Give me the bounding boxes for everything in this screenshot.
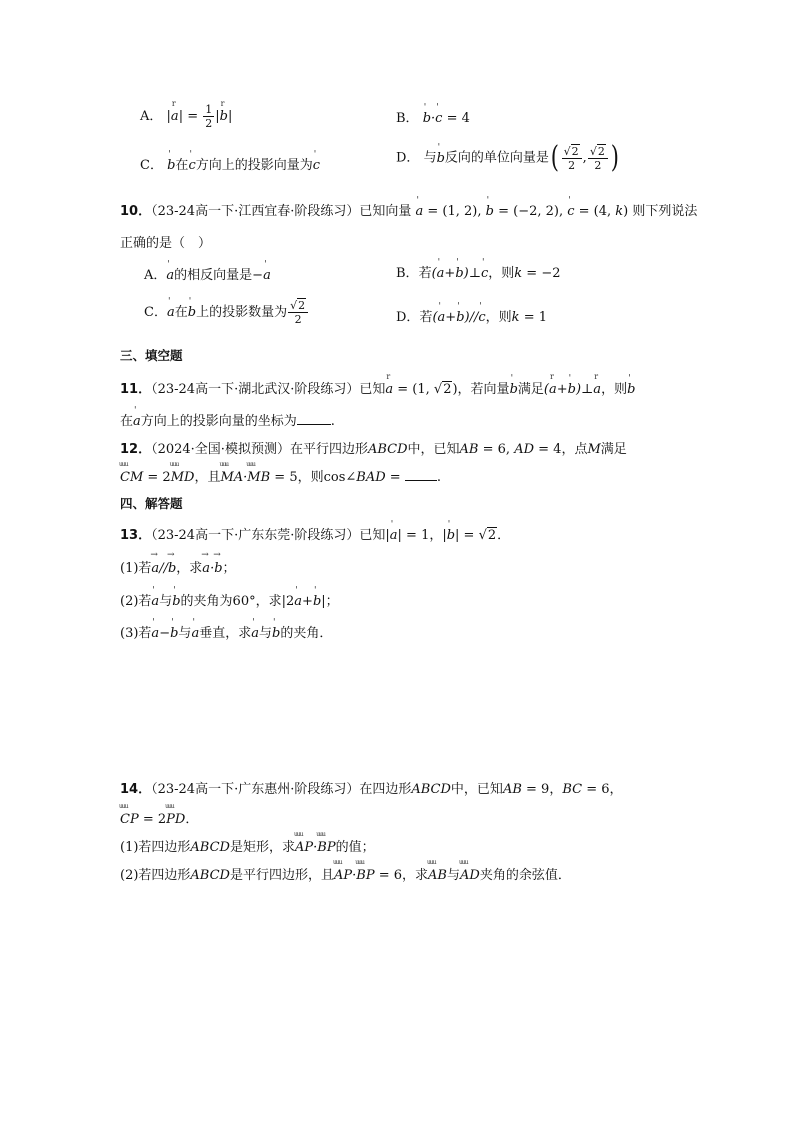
q13-part1: (1)若→ a//→ b，求→ a·→ b；	[120, 557, 236, 576]
q13-part2: (2)若' a与' b的夹角为60°，求|2' a+' b|；	[120, 590, 339, 609]
q13-part3: (3)若' a−' b与' a垂直，求' a与' b的夹角．	[120, 622, 332, 641]
q12-stem-cont: uuu CM = 2uuu MD，且uuu MA·uuu MB = 5，则cos∠BAD = .	[120, 466, 441, 485]
option-label: D．	[396, 150, 420, 166]
q10-stem: 10．（23-24高一下·江西宜春·阶段练习）已知向量 ' a = (1, 2), ' b = (−2, 2), ' c = (4, k) 则下列说法	[120, 200, 697, 219]
q10-option-a: A．' a的相反向量是−' a	[144, 264, 271, 283]
q14-part2: (2)若四边形ABCD是平行四边形，且uuu AP·uuu BP = 6，求uuu AB与uuu AD夹角的余弦值．	[120, 864, 571, 883]
q14-stem-cont: uuu CP = 2uuu PD．	[120, 808, 198, 827]
option-label: C．	[140, 158, 163, 173]
section-heading-fill-in: 三、填空题	[120, 348, 183, 363]
q9-option-a: A． |r a| = $\frac{1}{2}$ |r b|	[140, 104, 232, 129]
q10-option-b: B．若(' a+' b)⊥' c，则k = −2	[396, 262, 560, 281]
section-heading-solutions: 四、解答题	[120, 496, 183, 511]
q11-stem-cont: 在' a方向上的投影向量的坐标为 .	[120, 410, 335, 429]
option-label: B．	[396, 111, 419, 126]
answer-blank	[297, 412, 331, 425]
q9-option-c: C． ' b在' c方向上的投影向量为' c	[140, 154, 320, 173]
q10-stem-cont: 正确的是（ ）	[120, 236, 212, 251]
q14-stem: 14．（23-24高一下·广东惠州·阶段练习）在四边形ABCD中，已知AB = 9，BC = 6，	[120, 782, 623, 797]
q13-stem: 13．（23-24高一下·广东东莞·阶段练习）已知|' a| = 1，|' b| = √2．	[120, 524, 510, 543]
q11-stem: 11．（23-24高一下·湖北武汉·阶段练习）已知r a = (1, √2)，若向量' b满足(r a+' b)⊥r a，则' b	[120, 378, 635, 397]
q9-option-d: D． 与' b反向的单位向量是( $\frac{√2}{2}$ , $\frac{√2}{2}$ )	[396, 143, 621, 173]
q14-part1: (1)若四边形ABCD是矩形，求uuu AP·uuu BP的值；	[120, 836, 375, 855]
q10-option-c: C．' a在' b上的投影数量为 $\frac{√2}{2}$	[144, 300, 309, 325]
option-label: A．	[140, 109, 163, 124]
q12-stem: 12．（2024·全国·模拟预测）在平行四边形ABCD中，已知AB = 6, AD = 4，点M满足	[120, 442, 627, 457]
q10-option-d: D．若(' a+' b)//' c，则k = 1	[396, 306, 547, 325]
q9-option-b: B． ' b·' c = 4	[396, 107, 470, 126]
answer-blank	[405, 468, 437, 481]
